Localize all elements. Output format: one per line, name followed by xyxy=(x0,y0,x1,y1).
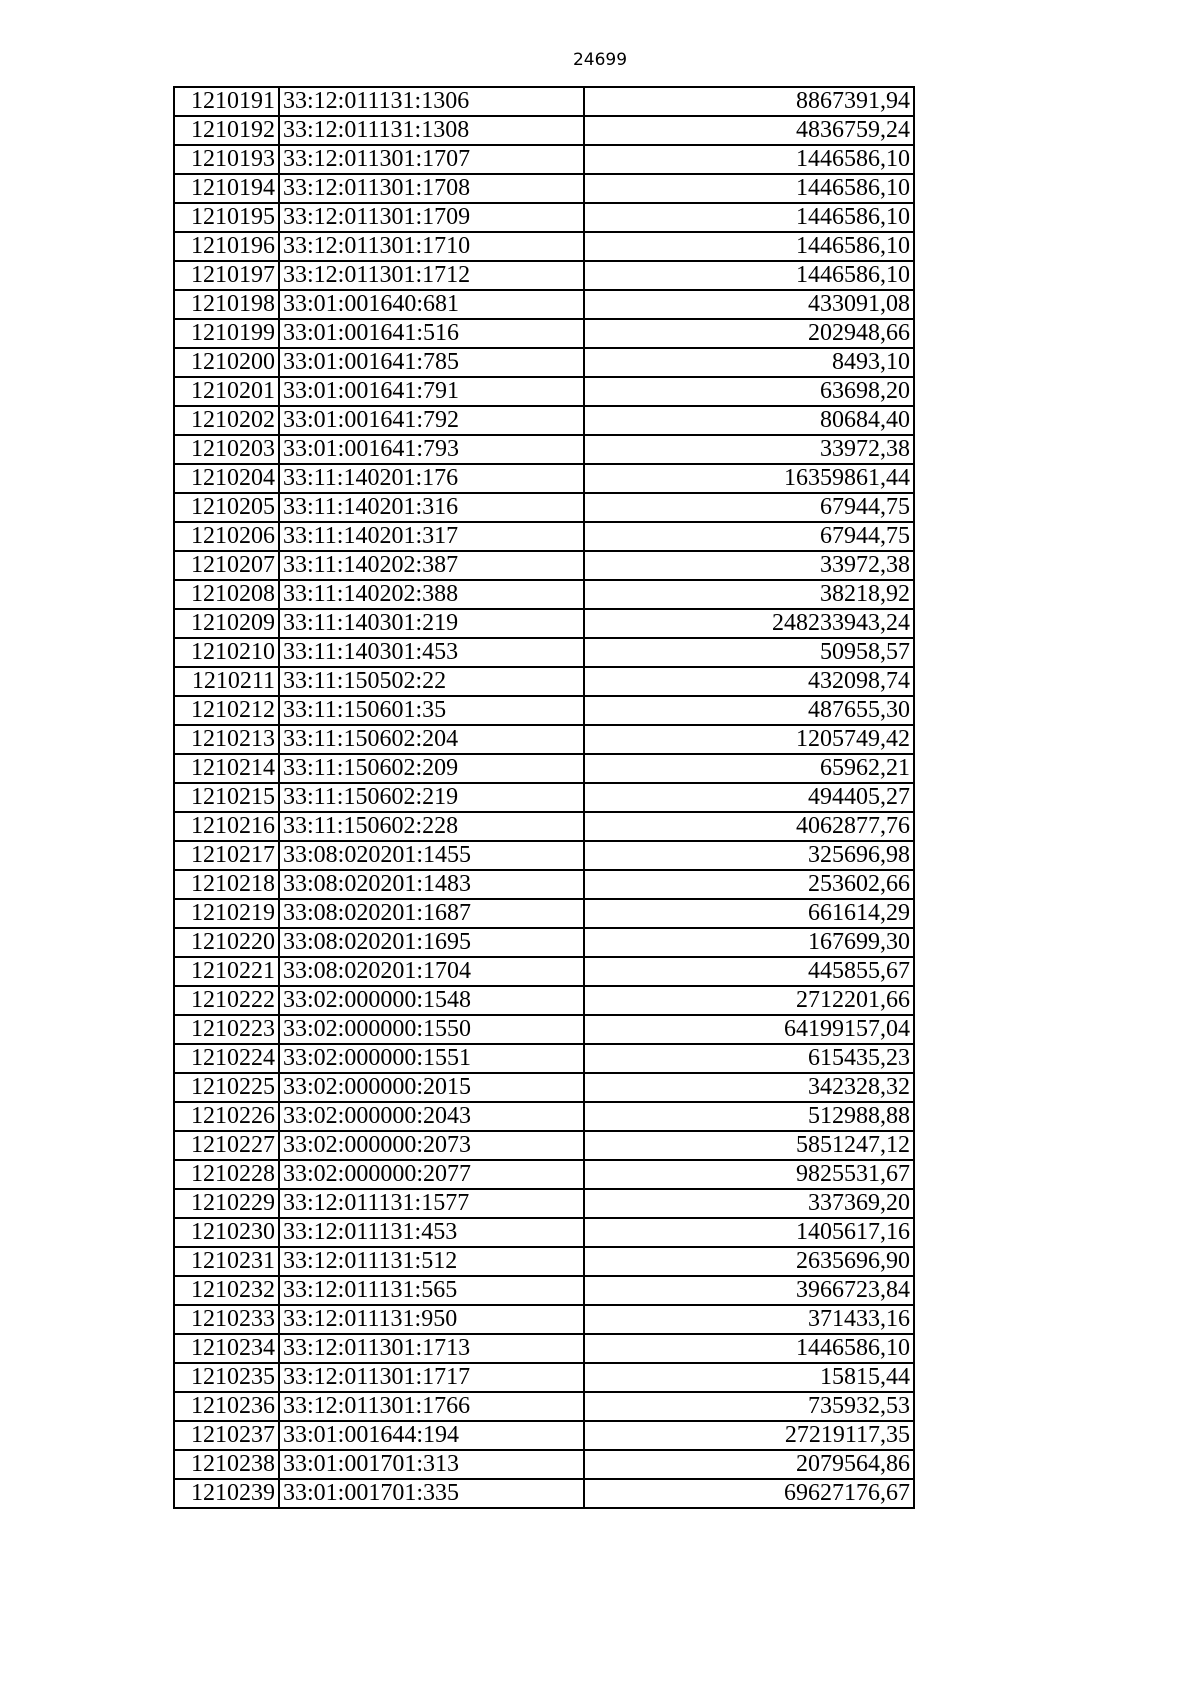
cadastral-value-cell: 80684,40 xyxy=(584,406,914,435)
table-row xyxy=(174,1479,914,1508)
cadastral-number-cell: 33:12:011131:1308 xyxy=(279,116,584,145)
row-number-cell: 1210228 xyxy=(174,1160,279,1189)
table-row xyxy=(174,145,914,174)
row-number-cell: 1210199 xyxy=(174,319,279,348)
cadastral-value-cell: 337369,20 xyxy=(584,1189,914,1218)
cadastral-number-cell: 33:01:001644:194 xyxy=(279,1421,584,1450)
row-number-cell: 1210207 xyxy=(174,551,279,580)
cadastral-value-cell: 1446586,10 xyxy=(584,1334,914,1363)
row-number-cell: 1210232 xyxy=(174,1276,279,1305)
table-row xyxy=(174,1276,914,1305)
cadastral-value-cell: 512988,88 xyxy=(584,1102,914,1131)
table-row xyxy=(174,1305,914,1334)
cadastral-number-cell: 33:02:000000:2073 xyxy=(279,1131,584,1160)
cadastral-number-cell: 33:12:011131:565 xyxy=(279,1276,584,1305)
cadastral-value-cell: 432098,74 xyxy=(584,667,914,696)
table-row xyxy=(174,1102,914,1131)
cadastral-value-cell: 15815,44 xyxy=(584,1363,914,1392)
row-number-cell: 1210236 xyxy=(174,1392,279,1421)
cadastral-value-cell: 64199157,04 xyxy=(584,1015,914,1044)
cadastral-value-cell: 2712201,66 xyxy=(584,986,914,1015)
table-row xyxy=(174,1334,914,1363)
cadastral-number-cell: 33:02:000000:1550 xyxy=(279,1015,584,1044)
cadastral-value-cell: 325696,98 xyxy=(584,841,914,870)
cadastral-number-cell: 33:12:011301:1710 xyxy=(279,232,584,261)
cadastral-number-cell: 33:02:000000:2077 xyxy=(279,1160,584,1189)
row-number-cell: 1210213 xyxy=(174,725,279,754)
table-row xyxy=(174,377,914,406)
table-row xyxy=(174,290,914,319)
cadastral-number-cell: 33:01:001641:785 xyxy=(279,348,584,377)
row-number-cell: 1210212 xyxy=(174,696,279,725)
cadastral-value-cell: 2635696,90 xyxy=(584,1247,914,1276)
cadastral-number-cell: 33:02:000000:2043 xyxy=(279,1102,584,1131)
table-row xyxy=(174,1392,914,1421)
table-row xyxy=(174,464,914,493)
cadastral-number-cell: 33:11:140201:317 xyxy=(279,522,584,551)
table-row xyxy=(174,348,914,377)
table-row xyxy=(174,812,914,841)
row-number-cell: 1210220 xyxy=(174,928,279,957)
row-number-cell: 1210239 xyxy=(174,1479,279,1508)
cadastral-value-cell: 615435,23 xyxy=(584,1044,914,1073)
cadastral-number-cell: 33:02:000000:1548 xyxy=(279,986,584,1015)
table-row xyxy=(174,638,914,667)
cadastral-number-cell: 33:11:150601:35 xyxy=(279,696,584,725)
cadastral-number-cell: 33:01:001701:335 xyxy=(279,1479,584,1508)
cadastral-value-cell: 1446586,10 xyxy=(584,174,914,203)
cadastral-number-cell: 33:12:011301:1707 xyxy=(279,145,584,174)
row-number-cell: 1210214 xyxy=(174,754,279,783)
row-number-cell: 1210234 xyxy=(174,1334,279,1363)
row-number-cell: 1210201 xyxy=(174,377,279,406)
cadastral-value-cell: 50958,57 xyxy=(584,638,914,667)
table-row xyxy=(174,319,914,348)
cadastral-value-cell: 16359861,44 xyxy=(584,464,914,493)
cadastral-value-cell: 371433,16 xyxy=(584,1305,914,1334)
cadastral-value-cell: 1405617,16 xyxy=(584,1218,914,1247)
cadastral-value-cell: 1446586,10 xyxy=(584,232,914,261)
row-number-cell: 1210204 xyxy=(174,464,279,493)
row-number-cell: 1210223 xyxy=(174,1015,279,1044)
table-row xyxy=(174,435,914,464)
cadastral-value-cell: 67944,75 xyxy=(584,493,914,522)
cadastral-number-cell: 33:11:140301:219 xyxy=(279,609,584,638)
table-row xyxy=(174,1189,914,1218)
table-row xyxy=(174,1450,914,1479)
row-number-cell: 1210231 xyxy=(174,1247,279,1276)
cadastral-value-cell: 1205749,42 xyxy=(584,725,914,754)
table-row xyxy=(174,580,914,609)
row-number-cell: 1210230 xyxy=(174,1218,279,1247)
table-row xyxy=(174,1218,914,1247)
table-row xyxy=(174,1015,914,1044)
row-number-cell: 1210191 xyxy=(174,87,279,116)
row-number-cell: 1210195 xyxy=(174,203,279,232)
cadastral-number-cell: 33:12:011301:1713 xyxy=(279,1334,584,1363)
row-number-cell: 1210210 xyxy=(174,638,279,667)
table-row xyxy=(174,232,914,261)
cadastral-value-cell: 4836759,24 xyxy=(584,116,914,145)
cadastral-value-cell: 253602,66 xyxy=(584,870,914,899)
cadastral-value-cell: 445855,67 xyxy=(584,957,914,986)
cadastral-number-cell: 33:08:020201:1695 xyxy=(279,928,584,957)
cadastral-number-cell: 33:11:140202:388 xyxy=(279,580,584,609)
cadastral-value-cell: 33972,38 xyxy=(584,435,914,464)
row-number-cell: 1210229 xyxy=(174,1189,279,1218)
cadastral-number-cell: 33:11:150602:204 xyxy=(279,725,584,754)
row-number-cell: 1210226 xyxy=(174,1102,279,1131)
table-row xyxy=(174,1160,914,1189)
table-row xyxy=(174,261,914,290)
cadastral-value-cell: 4062877,76 xyxy=(584,812,914,841)
table-row xyxy=(174,116,914,145)
cadastral-number-cell: 33:11:140201:176 xyxy=(279,464,584,493)
cadastral-value-cell: 1446586,10 xyxy=(584,203,914,232)
cadastral-number-cell: 33:12:011131:950 xyxy=(279,1305,584,1334)
cadastral-value-cell: 2079564,86 xyxy=(584,1450,914,1479)
row-number-cell: 1210196 xyxy=(174,232,279,261)
cadastral-value-cell: 661614,29 xyxy=(584,899,914,928)
cadastral-value-cell: 27219117,35 xyxy=(584,1421,914,1450)
cadastral-value-cell: 63698,20 xyxy=(584,377,914,406)
cadastral-value-cell: 3966723,84 xyxy=(584,1276,914,1305)
cadastral-value-cell: 167699,30 xyxy=(584,928,914,957)
cadastral-value-table xyxy=(173,86,915,1509)
cadastral-number-cell: 33:02:000000:2015 xyxy=(279,1073,584,1102)
row-number-cell: 1210206 xyxy=(174,522,279,551)
cadastral-value-cell: 1446586,10 xyxy=(584,145,914,174)
cadastral-value-cell: 8867391,94 xyxy=(584,87,914,116)
cadastral-number-cell: 33:12:011301:1712 xyxy=(279,261,584,290)
table-row xyxy=(174,174,914,203)
cadastral-number-cell: 33:11:150502:22 xyxy=(279,667,584,696)
row-number-cell: 1210192 xyxy=(174,116,279,145)
cadastral-value-cell: 735932,53 xyxy=(584,1392,914,1421)
cadastral-value-cell: 38218,92 xyxy=(584,580,914,609)
table-row xyxy=(174,870,914,899)
cadastral-number-cell: 33:01:001701:313 xyxy=(279,1450,584,1479)
cadastral-number-cell: 33:12:011301:1717 xyxy=(279,1363,584,1392)
table-row xyxy=(174,841,914,870)
row-number-cell: 1210217 xyxy=(174,841,279,870)
row-number-cell: 1210216 xyxy=(174,812,279,841)
cadastral-number-cell: 33:01:001640:681 xyxy=(279,290,584,319)
row-number-cell: 1210237 xyxy=(174,1421,279,1450)
table-row xyxy=(174,667,914,696)
cadastral-value-cell: 67944,75 xyxy=(584,522,914,551)
table-row xyxy=(174,1363,914,1392)
cadastral-value-cell: 487655,30 xyxy=(584,696,914,725)
cadastral-number-cell: 33:01:001641:791 xyxy=(279,377,584,406)
cadastral-number-cell: 33:11:150602:219 xyxy=(279,783,584,812)
table-row xyxy=(174,203,914,232)
page-number: 24699 xyxy=(572,50,628,70)
row-number-cell: 1210235 xyxy=(174,1363,279,1392)
table-row xyxy=(174,1073,914,1102)
cadastral-number-cell: 33:11:140301:453 xyxy=(279,638,584,667)
cadastral-number-cell: 33:12:011301:1766 xyxy=(279,1392,584,1421)
row-number-cell: 1210215 xyxy=(174,783,279,812)
cadastral-value-cell: 248233943,24 xyxy=(584,609,914,638)
row-number-cell: 1210209 xyxy=(174,609,279,638)
cadastral-number-cell: 33:11:150602:209 xyxy=(279,754,584,783)
cadastral-number-cell: 33:12:011301:1708 xyxy=(279,174,584,203)
cadastral-number-cell: 33:11:140201:316 xyxy=(279,493,584,522)
row-number-cell: 1210193 xyxy=(174,145,279,174)
cadastral-value-cell: 342328,32 xyxy=(584,1073,914,1102)
cadastral-number-cell: 33:02:000000:1551 xyxy=(279,1044,584,1073)
cadastral-value-cell: 494405,27 xyxy=(584,783,914,812)
cadastral-number-cell: 33:12:011131:453 xyxy=(279,1218,584,1247)
row-number-cell: 1210205 xyxy=(174,493,279,522)
row-number-cell: 1210203 xyxy=(174,435,279,464)
table-body xyxy=(174,87,914,1508)
cadastral-number-cell: 33:01:001641:793 xyxy=(279,435,584,464)
cadastral-number-cell: 33:08:020201:1687 xyxy=(279,899,584,928)
table-row xyxy=(174,406,914,435)
cadastral-number-cell: 33:12:011131:1577 xyxy=(279,1189,584,1218)
table-row xyxy=(174,928,914,957)
row-number-cell: 1210224 xyxy=(174,1044,279,1073)
row-number-cell: 1210218 xyxy=(174,870,279,899)
row-number-cell: 1210221 xyxy=(174,957,279,986)
row-number-cell: 1210222 xyxy=(174,986,279,1015)
table-row xyxy=(174,1247,914,1276)
row-number-cell: 1210200 xyxy=(174,348,279,377)
table-row xyxy=(174,493,914,522)
row-number-cell: 1210194 xyxy=(174,174,279,203)
row-number-cell: 1210211 xyxy=(174,667,279,696)
cadastral-number-cell: 33:12:011131:512 xyxy=(279,1247,584,1276)
cadastral-value-cell: 33972,38 xyxy=(584,551,914,580)
row-number-cell: 1210202 xyxy=(174,406,279,435)
table-row xyxy=(174,1131,914,1160)
row-number-cell: 1210198 xyxy=(174,290,279,319)
table-row xyxy=(174,522,914,551)
table-row xyxy=(174,783,914,812)
table-row xyxy=(174,754,914,783)
table-row xyxy=(174,696,914,725)
table-row xyxy=(174,551,914,580)
table-row xyxy=(174,725,914,754)
cadastral-number-cell: 33:01:001641:792 xyxy=(279,406,584,435)
cadastral-number-cell: 33:01:001641:516 xyxy=(279,319,584,348)
cadastral-value-cell: 202948,66 xyxy=(584,319,914,348)
cadastral-value-cell: 5851247,12 xyxy=(584,1131,914,1160)
row-number-cell: 1210219 xyxy=(174,899,279,928)
table-row xyxy=(174,609,914,638)
table-row xyxy=(174,986,914,1015)
table-row xyxy=(174,1044,914,1073)
cadastral-number-cell: 33:08:020201:1704 xyxy=(279,957,584,986)
row-number-cell: 1210225 xyxy=(174,1073,279,1102)
cadastral-value-cell: 69627176,67 xyxy=(584,1479,914,1508)
row-number-cell: 1210208 xyxy=(174,580,279,609)
row-number-cell: 1210227 xyxy=(174,1131,279,1160)
cadastral-value-cell: 8493,10 xyxy=(584,348,914,377)
cadastral-value-cell: 433091,08 xyxy=(584,290,914,319)
row-number-cell: 1210197 xyxy=(174,261,279,290)
cadastral-number-cell: 33:12:011301:1709 xyxy=(279,203,584,232)
table-row xyxy=(174,87,914,116)
cadastral-number-cell: 33:11:140202:387 xyxy=(279,551,584,580)
cadastral-number-cell: 33:11:150602:228 xyxy=(279,812,584,841)
cadastral-number-cell: 33:08:020201:1455 xyxy=(279,841,584,870)
table-row xyxy=(174,1421,914,1450)
cadastral-number-cell: 33:12:011131:1306 xyxy=(279,87,584,116)
table-row xyxy=(174,899,914,928)
cadastral-value-cell: 9825531,67 xyxy=(584,1160,914,1189)
table-row xyxy=(174,957,914,986)
cadastral-value-cell: 65962,21 xyxy=(584,754,914,783)
cadastral-value-cell: 1446586,10 xyxy=(584,261,914,290)
row-number-cell: 1210233 xyxy=(174,1305,279,1334)
row-number-cell: 1210238 xyxy=(174,1450,279,1479)
cadastral-number-cell: 33:08:020201:1483 xyxy=(279,870,584,899)
